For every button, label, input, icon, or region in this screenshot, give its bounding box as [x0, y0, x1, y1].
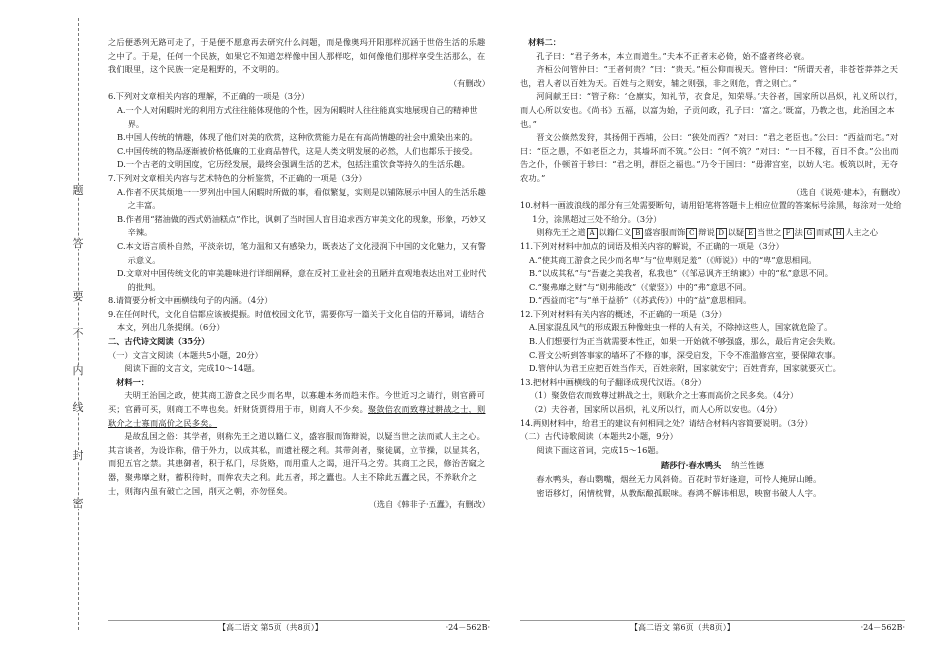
- q10-box[interactable]: C: [686, 228, 697, 239]
- subsection-2-heading: （二）古代诗歌阅读（本题共2小题，9分）: [520, 431, 678, 442]
- left-page-footer: [108, 620, 490, 635]
- question-6-option-a: A.一个人对闲暇时光的利用方式往往能体现他的个性，因为闲暇时人往往能真实地展现自己的精神世界。: [117, 104, 478, 129]
- question-12-option-c: C.晋文公听到答事家的墙坏了不修的事，深受启发，下令不准滥修宫室，要保障农事。: [529, 349, 841, 360]
- material-1-label: 材料一：: [116, 376, 149, 387]
- question-10-stem: 10.材料一画波浪线的部分有三处需要断句，请用铅笔将答题卡上相应位置的答案标号涂黑，每涂对一处给1分，涂黑超过三处不给分。（3分）: [520, 200, 902, 224]
- right-page-footer: [520, 620, 905, 635]
- question-9: 9.在任何时代，文化自信都应该被提振。时值校园文化节，需要你写一篇关于文化自信的开幕词，请结合本文，列出几条提纲。（6分）: [108, 308, 485, 333]
- underlined-sentence: 聚敛倍农而致尊过耕战之士，则耿介之士寡而高价之民多矣。: [108, 404, 486, 428]
- question-12-stem: 12.下列对材料有关内容的概述，不正确的一项是（3分）: [520, 308, 727, 319]
- material-1-paragraph-1: [108, 389, 490, 430]
- poem-title: 踏莎行·春水鸭头: [661, 460, 722, 471]
- question-11-stem: 11.下列对材料中加点的词语及相关内容的解说，不正确的一项是（3分）: [520, 240, 784, 251]
- question-13-stem: 13.把材料中画横线的句子翻译成现代汉语。（8分）: [520, 376, 707, 387]
- question-13-item-1: （1）聚敛倍农而致尊过耕战之士，则耿介之士寡而高价之民多矣。（4分）: [529, 390, 799, 401]
- section-2-heading: 二、古代诗文阅读（35分）: [108, 336, 210, 347]
- question-7-option-a: A.作者不厌其烦地一一罗列出中国人闲暇时所做的事，看似繁复，实则是以铺陈展示中国人的生活乐趣之丰富。: [117, 186, 486, 211]
- q10-box[interactable]: E: [745, 228, 756, 239]
- q10-box[interactable]: G: [804, 228, 815, 239]
- seal-char: 要: [66, 291, 90, 302]
- material-1-source: （选自《韩非子·五蠹》，有删改）: [368, 499, 490, 510]
- question-11-option-a: A.“使其商工游食之民少而名卑”与“位卑则足羞”（《师说》）中的“卑”意思相同。: [529, 254, 817, 265]
- material-2-paragraph-1: 孔子曰：“君子务本，本立而道生。”夫本不正者末必倚，始不盛者终必衰。: [536, 50, 810, 61]
- intro-source: （有删改）: [449, 77, 490, 88]
- question-13-item-2: （2）夫谷者，国家所以昌炽，礼义所以行，而人心所以安也。（4分）: [529, 404, 782, 415]
- question-12-option-b: B.人们想要行为正当就需要本性正，如果一开始就不够强盛，那么，最后肯定会失败。: [529, 336, 841, 347]
- q10-box[interactable]: F: [783, 228, 794, 239]
- q10-seg: 辩说: [698, 227, 715, 238]
- reading-instruction: 阅读下面的文言文，完成10～14题。: [124, 363, 260, 374]
- seal-char: 题: [66, 185, 90, 196]
- subsection-1-heading: （一）文言文阅读（本题共5小题，20分）: [108, 349, 263, 360]
- poem-line-2: 密语移灯，闲情枕臂，从教酝酿孤眠味。春鸿不解讳相思，映窗书破人人字。: [536, 487, 822, 498]
- seal-char: 不: [66, 328, 90, 339]
- q10-seg: 盛容服而饰: [644, 227, 686, 238]
- binding-dash-line: [78, 18, 79, 630]
- left-page: [108, 36, 490, 614]
- material-2-label: 材料二：: [528, 37, 561, 47]
- question-12-option-a: A.国家混乱风气的形成跟五种像蛀虫一样的人有关，不除掉这些人，国家就危险了。: [529, 322, 833, 333]
- right-page: [520, 36, 905, 614]
- binding-margin: [0, 0, 92, 650]
- seal-char: 内: [66, 365, 90, 376]
- poem-author: 纳兰性德: [731, 460, 764, 471]
- material-2-paragraph-2: 齐桓公问管仲曰：“王者何贵？”曰：“贵天。”桓公仰而视天。管仲曰：“所谓天者，非苍苍莽莽之天也，君人者以百姓为天。百姓与之则安，辅之则强，非之则危，背之则亡。”: [520, 64, 899, 88]
- question-11-option-b: B.“以成其私”与“吾妻之美我者，私我也”（《邹忌讽齐王纳谏》）中的“私”意思不同。: [529, 268, 833, 279]
- intro-paragraph: 之后便悉列无路可走了，于是便不愿意再去研究什么问题，而是像奥玛开阳那样沉涵于世俗生活的乐趣之中了。于是，任何一个民族，如果它不知道怎样像中国人那样吃，如何像他们那样享受生活那么，在我们眼里，这个民族一定是粗野的，不文明的。: [108, 37, 486, 75]
- material-1-paragraph-2: 是故乱国之俗：其学者，则称先王之道以籍仁义，盛容服而饰辩说，以疑当世之法而贰人主之心。其言谈者，为设诈称，借于外力，以成其私，而遗社稷之利。其带剑者，聚徒属，立节操，以显其名，而犯五官之禁。其患御者，积于私门，尽货赂，而用重人之谒，退汗马之劳。其商工之民，修治苦窳之器，聚弗靡之财，蓄积待时，而侔农夫之利。此五者，邦之蠹也。人主不除此五蠹之民，不养耿介之士，则海内虽有破亡之国，削灭之朝，亦勿怪矣。: [108, 431, 486, 496]
- question-11-option-d: D.“西益而宅”与“单于益骄”（《苏武传》）中的“益”意思相同。: [529, 295, 752, 306]
- left-page-number: 【高二语文 第5页（共8页）】: [218, 623, 323, 632]
- question-14: 14.两则材料中，给君王的建议有何相同之处？请结合材料内容简要说明。（3分）: [520, 417, 813, 428]
- q10-seg: 法: [794, 227, 803, 238]
- seal-char: 密: [66, 498, 90, 509]
- question-6-stem: 6.下列对文章相关内容的理解，不正确的一项是（3分）: [108, 91, 310, 102]
- poem-title-line: [520, 459, 905, 473]
- q10-seg: 人主之心: [845, 227, 878, 238]
- q10-seg: 则称先王之道: [536, 227, 586, 238]
- q10-seg: 以疑: [727, 227, 745, 238]
- material-1-text: 夫明王治国之政，使其商工游食之民少而名卑，以寡趣本务而趋末作。今世近习之请行，则官爵可买；官爵可买，则商工不卑也矣。奸财货贾得用于市，则商人不少矣。: [108, 390, 486, 415]
- poem-instruction: 阅读下面这首词，完成15～16题。: [536, 444, 664, 455]
- q10-seg: 而贰: [815, 227, 833, 238]
- question-7-option-c: C.本文语言质朴自然，平淡亲切，笔力温和又有感染力，既表达了文化浸润下中国的文化魅力，又有警示意义。: [117, 240, 486, 265]
- right-page-number: 【高二语文 第6页（共8页）】: [630, 623, 735, 632]
- seal-char: 封: [66, 450, 90, 461]
- q10-box[interactable]: H: [833, 228, 844, 239]
- seal-char: 答: [66, 238, 90, 249]
- right-exam-code: ·24－562B·: [860, 623, 905, 632]
- q10-seg: 当世之: [757, 227, 782, 238]
- question-6-option-b: B.中国人传统的情趣，体现了他们对美的欣赏，这种欣赏能力是在有高尚情趣的社会中熏染出来的。: [117, 132, 478, 143]
- material-2-paragraph-4: 晋文公倏然发狩，其扬佣于西埔，公曰：“狭处而西？”对曰：“君之老臣也。”公曰：“西益而宅。”对曰：“臣之愚，不如老臣之力，其墙坏而不筑。”公曰：“何不筑？”对曰：“一日不稼，百日不食。”公出而告之仆，仆顿首于轸曰：“君之明，群臣之福也。”乃令于国曰：“毋滞宫室，以妨人宅。板筑以时，无夺农功。”: [520, 132, 899, 183]
- q10-box[interactable]: B: [632, 228, 643, 239]
- question-7-option-b: B.作者用“猪油做的西式奶油糕点”作比，讽刺了当时国人盲目追求西方审美文化的现象，形象，巧妙又辛辣。: [117, 213, 487, 238]
- question-7-option-d: D.文章对中国传统文化的审美趣味进行详细阐释，意在反衬工业社会的丑陋并直观地表达出对工业时代的批判。: [117, 268, 487, 292]
- question-10-sequence: [536, 226, 905, 240]
- material-2-source: （选自《说苑·建本》，有删改）: [791, 186, 905, 197]
- question-6-option-c: C.中国传统的物品逐渐被价格低廉的工业商品替代，这是人类文明发展的必然，人们也都乐于接受。: [117, 145, 478, 156]
- q10-box[interactable]: A: [587, 228, 598, 239]
- question-11-option-c: C.“聚弗靡之财”与“则弗能改”（《蒙竖》）中的“弗”意思不同。: [529, 281, 752, 292]
- question-6-option-d: D.一个古老的文明国度，它历经发展，最终会强调生活的艺术，包括注重饮食等持久的生活乐趣。: [117, 159, 470, 170]
- q10-seg: 以籍仁义: [598, 227, 632, 238]
- question-8: 8.请简要分析文中画横线句子的内涵。（4分）: [108, 295, 273, 306]
- poem-line-1: 春水鸭头，春山鹦嘴，烟丝无力风斜倚。百花时节好逢迎，可怜人掩屏山睡。: [536, 474, 822, 484]
- question-7-stem: 7.下列对文章相关内容与艺术特色的分析鉴赏，不正确的一项是（3分）: [108, 172, 367, 183]
- material-2-paragraph-3: 河间献王曰：“管子称：‘仓廪实，知礼节，衣食足，知荣辱。’夫谷者，国家所以昌炽，礼义所以行，而人心所以安也。《尚书》五福，以富为始，子贡问政，孔子曰：‘富之。’既富，乃教之也，此治国之本也。”: [520, 91, 903, 129]
- seal-char: 线: [66, 402, 90, 413]
- question-12-option-d: D.管仲认为君王应把百姓当作天，百姓亲附，国家就安宁；百姓背弃，国家就要灭亡。: [529, 363, 841, 374]
- q10-box[interactable]: D: [716, 228, 727, 239]
- left-exam-code: ·24－562B·: [445, 623, 490, 632]
